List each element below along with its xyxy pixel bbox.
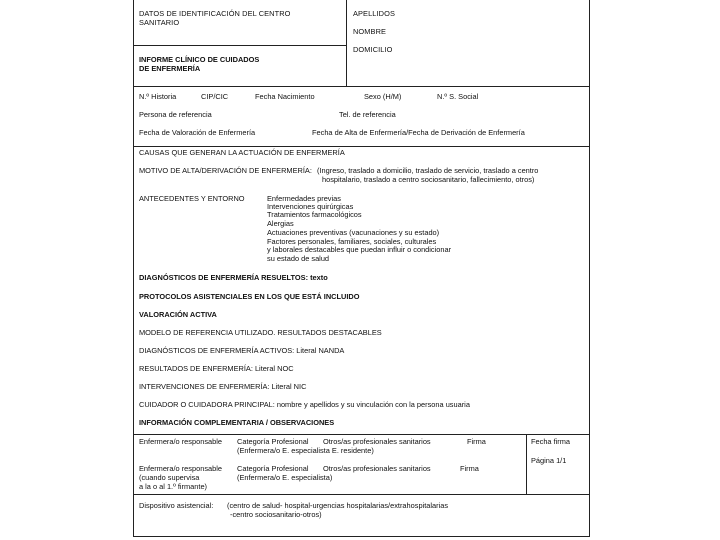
valoracion-activa: VALORACIÓN ACTIVA xyxy=(139,310,217,319)
diagnosticos-activos: DIAGNÓSTICOS DE ENFERMERÍA ACTIVOS: Literal NANDA xyxy=(139,346,345,355)
nursing-report-form xyxy=(133,0,590,537)
centro-label-cont: SANITARIO xyxy=(139,18,180,27)
centro-label: DATOS DE IDENTIFICACIÓN DEL CENTRO xyxy=(139,9,291,18)
antecedentes-item: Actuaciones preventivas (vacunaciones y su estado) xyxy=(267,228,440,237)
footer-top-rule xyxy=(134,434,589,435)
categoria-profesional-2[interactable]: Categoría Profesional xyxy=(237,464,309,473)
persona-referencia-field[interactable]: Persona de referencia xyxy=(139,110,212,119)
fecha-nacimiento-field[interactable]: Fecha Nacimiento xyxy=(255,92,315,101)
causas-section: CAUSAS QUE GENERAN LA ACTUACIÓN DE ENFERMERÍA xyxy=(139,148,345,157)
antecedentes-label: ANTECEDENTES Y ENTORNO xyxy=(139,194,245,203)
categoria-profesional-1[interactable]: Categoría Profesional xyxy=(237,437,309,446)
fecha-alta-field[interactable]: Fecha de Alta de Enfermería/Fecha de Derivación de Enfermería xyxy=(312,128,525,137)
motivo-options: (Ingreso, traslado a domicilio, traslado de servicio, traslado a centro xyxy=(317,166,539,175)
dispositivo-asistencial[interactable]: Dispositivo asistencial: xyxy=(139,501,214,510)
historia-field[interactable]: N.º Historia xyxy=(139,92,177,101)
footer-divider xyxy=(526,434,527,494)
nombre-field[interactable]: NOMBRE xyxy=(353,27,387,36)
otros-profesionales-2[interactable]: Otros/as profesionales sanitarios xyxy=(323,464,431,473)
cip-field[interactable]: CIP/CIC xyxy=(201,92,229,101)
supervision-note-cont: a la o al 1.º firmante) xyxy=(139,482,208,491)
cuidador-principal: CUIDADOR O CUIDADORA PRINCIPAL: nombre y apellidos y su vinculación con la persona usuaria xyxy=(139,400,470,409)
diagnosticos-resueltos: DIAGNÓSTICOS DE ENFERMERÍA RESUELTOS: texto xyxy=(139,273,328,282)
header-bottom-rule xyxy=(134,86,589,87)
fecha-valoracion-field[interactable]: Fecha de Valoración de Enfermería xyxy=(139,128,256,137)
supervision-note: (cuando supervisa xyxy=(139,473,200,482)
sexo-field[interactable]: Sexo (H/M) xyxy=(364,92,402,101)
otros-profesionales-1[interactable]: Otros/as profesionales sanitarios xyxy=(323,437,431,446)
dispositivo-opciones: (centro de salud- hospital-urgencias hospitalarias/extrahospitalarias xyxy=(227,501,449,510)
report-title-cont: DE ENFERMERÍA xyxy=(139,64,201,73)
protocolos-asistenciales: PROTOCOLOS ASISTENCIALES EN LOS QUE ESTÁ INCLUIDO xyxy=(139,292,360,301)
tel-referencia-field[interactable]: Tel. de referencia xyxy=(339,110,396,119)
antecedentes-item: su estado de salud xyxy=(267,254,330,263)
modelo-referencia: MODELO DE REFERENCIA UTILIZADO. RESULTADOS DESTACABLES xyxy=(139,328,382,337)
header-mid-rule xyxy=(134,45,346,46)
apellidos-field[interactable]: APELLIDOS xyxy=(353,9,395,18)
antecedentes-item: Alergias xyxy=(267,219,294,228)
header-divider xyxy=(346,0,347,87)
page-number: Página 1/1 xyxy=(531,456,567,465)
enfermera-responsable-2[interactable]: Enfermera/o responsable xyxy=(139,464,222,473)
report-title: INFORME CLÍNICO DE CUIDADOS xyxy=(139,55,260,64)
categoria-detalle-2: (Enfermera/o E. especialista) xyxy=(237,473,333,482)
patient-bottom-rule xyxy=(134,146,589,147)
firma-2[interactable]: Firma xyxy=(460,464,479,473)
footer-bottom-rule xyxy=(134,494,589,495)
antecedentes-item: Intervenciones quirúrgicas xyxy=(267,202,354,211)
seguridad-social-field[interactable]: N.º S. Social xyxy=(437,92,479,101)
antecedentes-item: Tratamientos farmacológicos xyxy=(267,210,362,219)
fecha-firma[interactable]: Fecha firma xyxy=(531,437,571,446)
enfermera-responsable-1[interactable]: Enfermera/o responsable xyxy=(139,437,222,446)
categoria-detalle-1: (Enfermera/o E. especialista E. residente) xyxy=(237,446,374,455)
motivo-options-cont: hospitalario, traslado a centro sociosanitario, fallecimiento, otros) xyxy=(322,175,535,184)
intervenciones-enfermeria: INTERVENCIONES DE ENFERMERÍA: Literal NIC xyxy=(139,382,307,391)
motivo-label: MOTIVO DE ALTA/DERIVACIÓN DE ENFERMERÍA: xyxy=(139,166,312,175)
informacion-complementaria: INFORMACIÓN COMPLEMENTARIA / OBSERVACIONES xyxy=(139,418,335,427)
resultados-enfermeria: RESULTADOS DE ENFERMERÍA: Literal NOC xyxy=(139,364,294,373)
firma-1[interactable]: Firma xyxy=(467,437,486,446)
antecedentes-item: y laborales destacables que puedan influir o condicionar xyxy=(267,245,452,254)
antecedentes-item: Enfermedades previas xyxy=(267,194,341,203)
dispositivo-opciones-cont: -centro sociosanitario-otros) xyxy=(230,510,322,519)
domicilio-field[interactable]: DOMICILIO xyxy=(353,45,393,54)
antecedentes-item: Factores personales, familiares, sociales, culturales xyxy=(267,237,437,246)
